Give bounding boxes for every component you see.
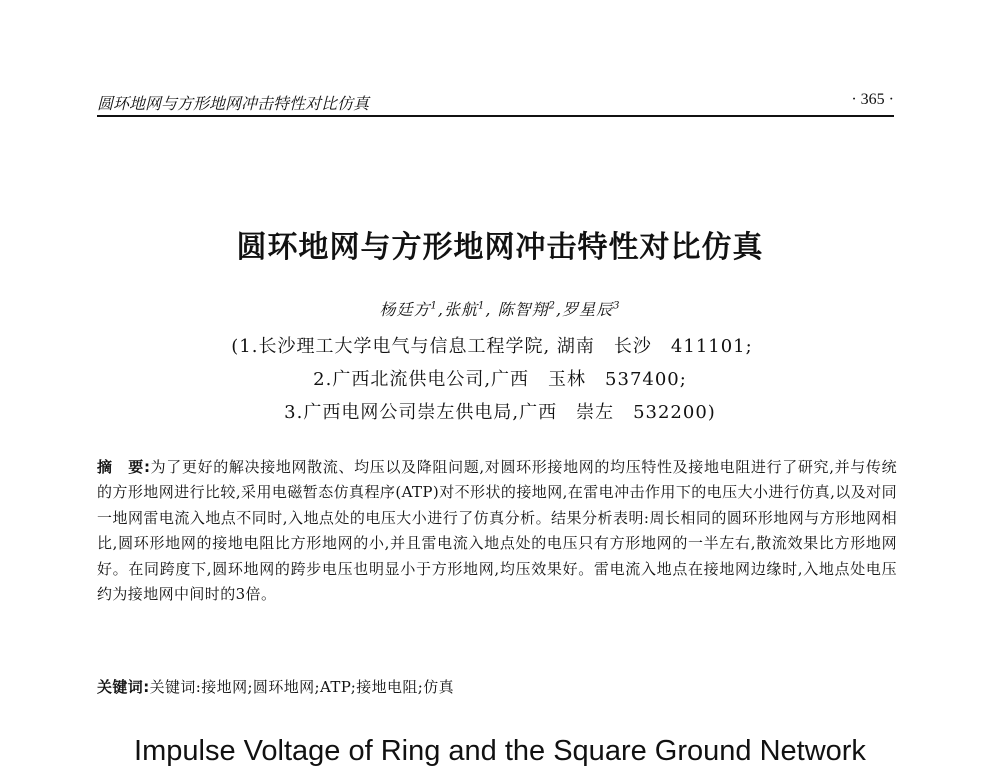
author-name: 陈智翔 [497, 300, 549, 319]
abstract [97, 455, 897, 607]
english-title: Impulse Voltage of Ring and the Square Ground Network [134, 735, 866, 767]
keywords-text: 关键词:接地网;圆环地网;ATP;接地电阻;仿真 [149, 678, 455, 696]
affiliation-1: (1.长沙理工大学电气与信息工程学院, 湖南 长沙 411101; [231, 336, 753, 357]
author-name: 张航 [444, 300, 479, 319]
abstract-label: 摘 要: [97, 458, 151, 476]
page-number: · 365 · [851, 91, 894, 108]
author-affiliation-mark: 3 [613, 300, 621, 312]
author-name: 杨廷方 [379, 300, 431, 319]
author-affiliation-mark: 2 [548, 300, 556, 312]
author-affiliation-mark: 1 [430, 300, 438, 312]
running-header [97, 91, 894, 117]
author-list: 杨廷方$^1$,张航$^1$, 陈智翔$^2$,罗星辰$^3$ [379, 300, 621, 319]
author-affiliation-mark: 1 [478, 300, 486, 312]
paper-title: 圆环地网与方形地网冲击特性对比仿真 [236, 230, 764, 265]
running-title: 圆环地网与方形地网冲击特性对比仿真 [97, 94, 370, 113]
abstract-text: 为了更好的解决接地网散流、均压以及降阻问题,对圆环形接地网的均压特性及接地电阻进行了研究,并与传统的方形地网进行比较,采用电磁暂态仿真程序(ATP)对不形状的接地网,在雷电冲击作用下的电压大小进行仿真,以及对同一地网雷电流入地点不同时,入地点处的电压大小进行了仿真分析。结果分析表明:周长相同的圆环形地网与方形地网相比,圆环形地网的接地电阻比方形地网的小,并且雷电流入地点处的电压只有方形地网的一半左右,散流效果比方形地网好。在同跨度下,圆环地网的跨步电压也明显小于方形地网,均压效果好。雷电流入地点在接地网边缘时,入地点处电压约为接地网中间时的3倍。 [97, 458, 897, 604]
keywords-label: 关键词: [97, 678, 150, 696]
affiliation-2: 2.广西北流供电公司,广西 玉林 537400; [313, 369, 687, 390]
author-name: 罗星辰 [562, 300, 614, 319]
affiliation-3: 3.广西电网公司崇左供电局,广西 崇左 532200) [284, 402, 716, 423]
keywords [97, 676, 897, 697]
